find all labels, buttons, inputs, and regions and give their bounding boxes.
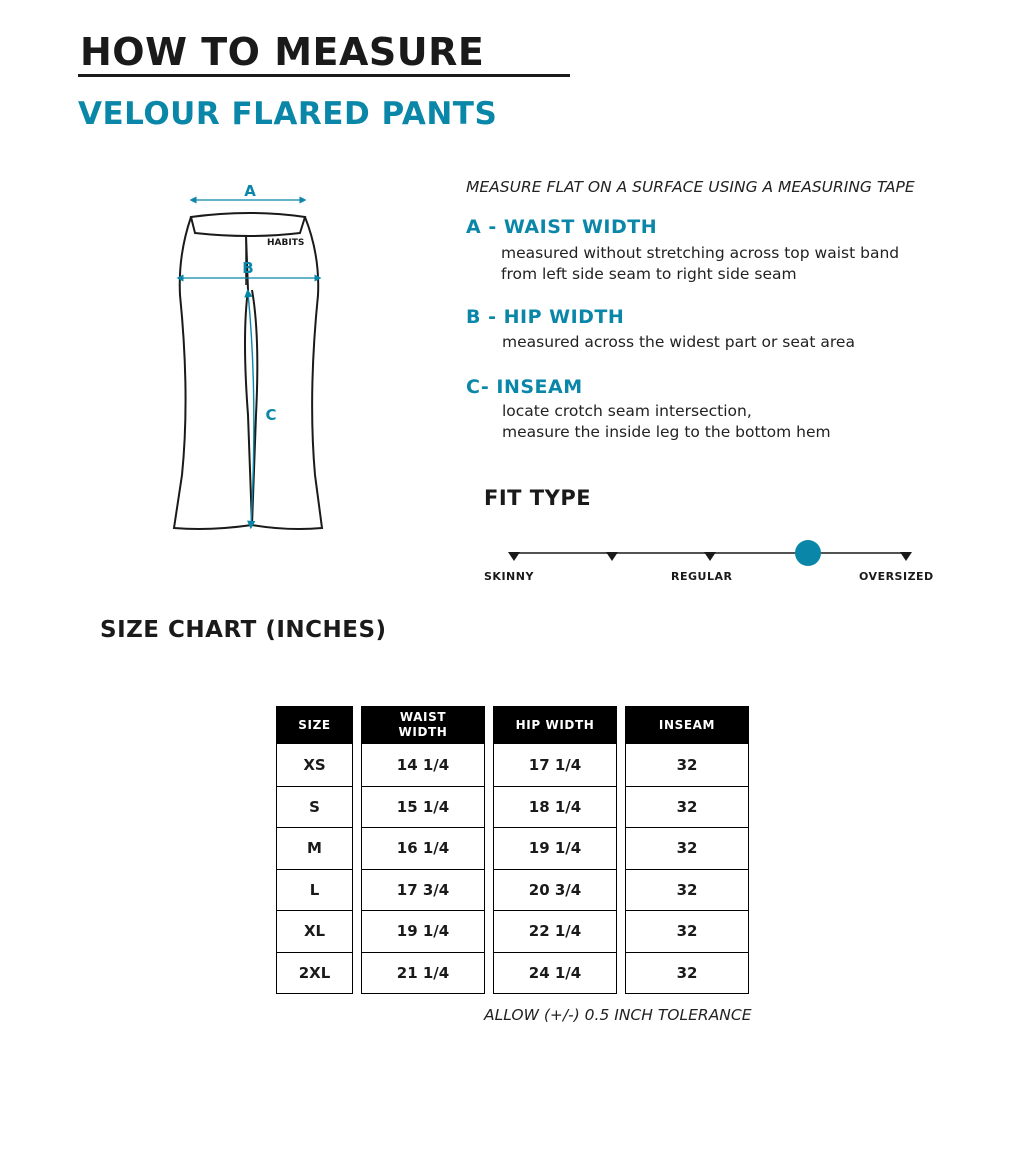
fit-label-skinny: SKINNY (484, 570, 534, 583)
column-header-waist-width (361, 706, 485, 744)
waistband-outline (191, 213, 305, 236)
hip-width-description (502, 332, 855, 353)
fit-tick-regular (704, 552, 716, 561)
label-c: C (265, 406, 277, 424)
description-line: measured without stretching across top waist band (501, 244, 900, 262)
size-chart-title: SIZE CHART (INCHES) (100, 617, 387, 643)
waist-width-heading: A - WAIST WIDTH (466, 216, 658, 238)
inseam-column (625, 706, 749, 994)
inseam-cell: 32 (626, 910, 748, 952)
tolerance-note: ALLOW (+/-) 0.5 INCH TOLERANCE (484, 1006, 752, 1024)
size-column (276, 706, 353, 994)
fit-indicator (795, 540, 821, 566)
header-line: WIDTH (398, 725, 448, 739)
waist-cell: 21 1/4 (362, 952, 484, 994)
fit-label-oversized: OVERSIZED (859, 570, 934, 583)
hip-cell: 18 1/4 (494, 786, 616, 828)
pants-diagram (160, 175, 340, 545)
hip-cell: 22 1/4 (494, 910, 616, 952)
brand-logo: HABITS (267, 238, 305, 248)
inseam-cell: 32 (626, 952, 748, 994)
size-cell: XL (277, 910, 352, 952)
waist-cell: 19 1/4 (362, 910, 484, 952)
waist-width-column (361, 706, 485, 994)
fit-tick-oversized (900, 552, 912, 561)
waist-width-description (501, 243, 899, 285)
waist-cell: 14 1/4 (396, 755, 450, 774)
inseam-cell: 32 (676, 755, 698, 774)
size-cell: L (277, 869, 352, 911)
fit-label-regular: REGULAR (671, 570, 733, 583)
hip-width-column (493, 706, 617, 994)
description-line: from left side seam to right side seam (501, 265, 797, 283)
fit-tick-skinny (508, 552, 520, 561)
measure-instruction: MEASURE FLAT ON A SURFACE USING A MEASURING TAPE (466, 178, 915, 196)
inseam-cell: 32 (626, 869, 748, 911)
label-b: B (242, 259, 254, 277)
column-header-hip-width: HIP WIDTH (493, 706, 617, 744)
fit-type-title: FIT TYPE (484, 486, 592, 510)
label-a: A (244, 182, 256, 200)
column-header-inseam: INSEAM (625, 706, 749, 744)
product-title: VELOUR FLARED PANTS (78, 96, 498, 132)
page-title: HOW TO MEASURE (80, 30, 485, 74)
hip-cell: 20 3/4 (494, 869, 616, 911)
description-line: measured across the widest part or seat area (502, 333, 855, 351)
title-underline (78, 74, 570, 77)
inseam-heading: C- INSEAM (466, 376, 583, 398)
right-leg-outline (252, 217, 322, 529)
size-cell: M (277, 827, 352, 869)
inseam-cell: 32 (626, 786, 748, 828)
waist-cell: 17 3/4 (362, 869, 484, 911)
left-leg-outline (174, 217, 252, 529)
waist-cell: 15 1/4 (362, 786, 484, 828)
description-line: locate crotch seam intersection, (502, 402, 752, 420)
inseam-description (502, 401, 831, 443)
hip-cell: 19 1/4 (494, 827, 616, 869)
fit-tick (606, 552, 618, 561)
description-line: measure the inside leg to the bottom hem (502, 423, 831, 441)
inseam-cell: 32 (626, 827, 748, 869)
size-cell: S (277, 786, 352, 828)
size-cell: 2XL (277, 952, 352, 994)
waist-cell: 16 1/4 (362, 827, 484, 869)
hip-width-heading: B - HIP WIDTH (466, 306, 625, 328)
header-line: WAIST (399, 710, 447, 724)
fit-scale (500, 535, 920, 571)
column-header-size: SIZE (276, 706, 353, 744)
hip-cell: 17 1/4 (528, 755, 582, 774)
size-cell: XS (303, 755, 326, 774)
hip-cell: 24 1/4 (494, 952, 616, 994)
